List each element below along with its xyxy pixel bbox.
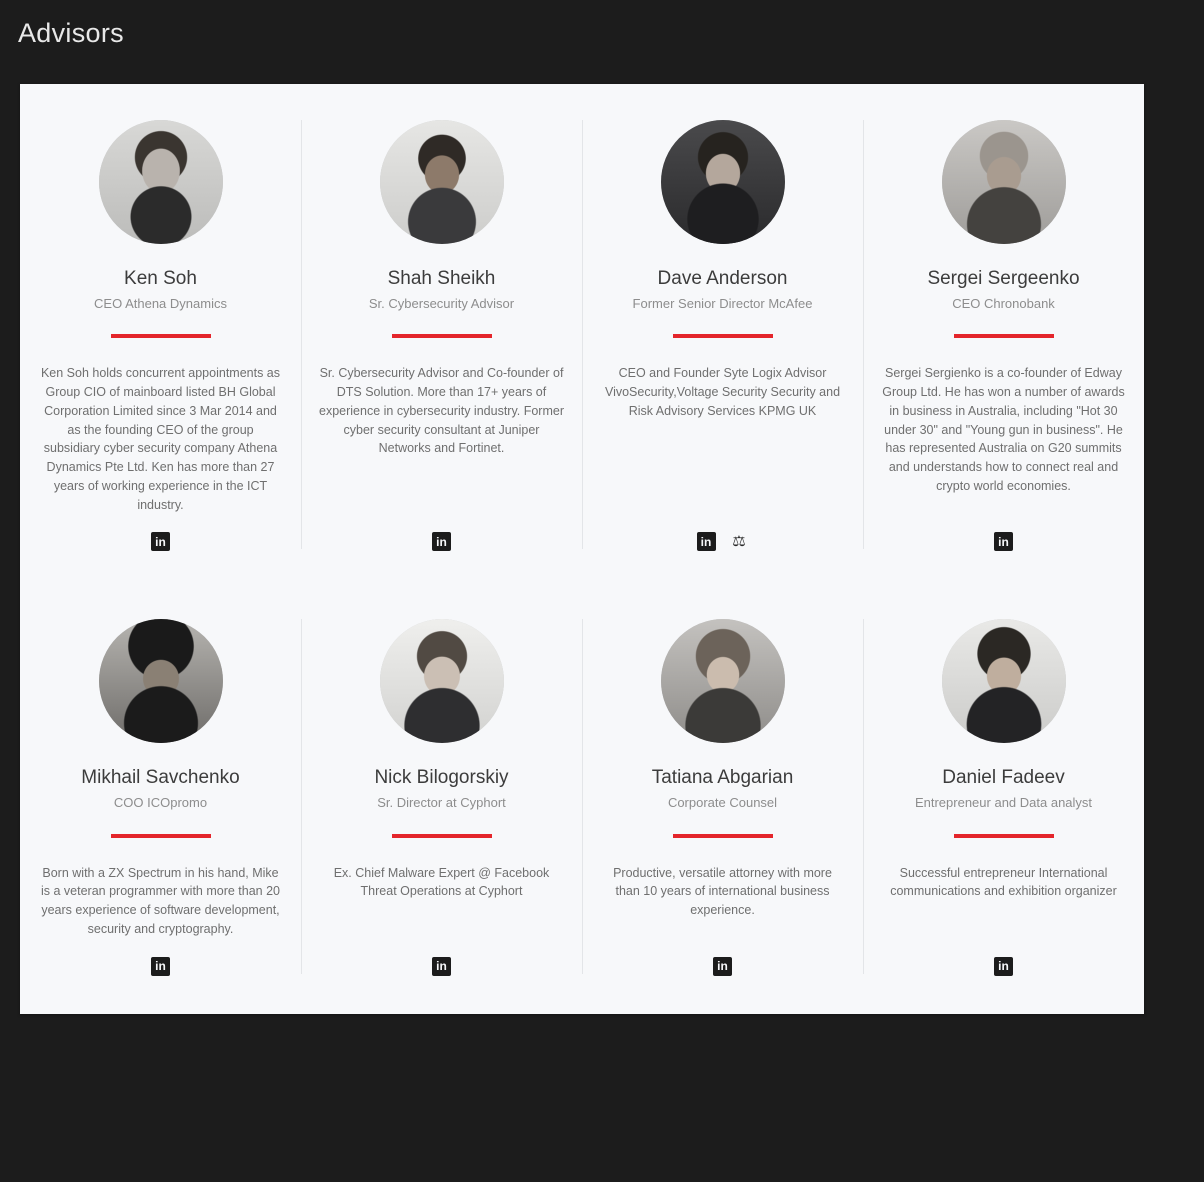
portrait-image	[99, 619, 223, 743]
accent-divider	[954, 834, 1054, 838]
avatar	[942, 120, 1066, 244]
linkedin-icon[interactable]	[151, 532, 170, 551]
advisor-role: Sr. Director at Cyphort	[377, 795, 506, 811]
avatar	[661, 619, 785, 743]
accent-divider	[392, 834, 492, 838]
advisor-card	[301, 605, 582, 987]
advisor-name: Daniel Fadeev	[942, 767, 1065, 789]
portrait-image	[942, 619, 1066, 743]
advisor-bio: Ex. Chief Malware Expert @ Facebook Threat Operations at Cyphort	[333, 865, 550, 899]
advisors-grid-row-1	[20, 106, 1144, 563]
advisor-role: Sr. Cybersecurity Advisor	[368, 296, 515, 311]
advisor-card	[301, 106, 582, 563]
advisors-panel	[20, 84, 1144, 1014]
advisor-role: Corporate Counsel	[667, 795, 778, 811]
advisor-role: Entrepreneur and Data analyst	[914, 795, 1093, 811]
advisor-bio: Sr. Cybersecurity Advisor and Co-founder of DTS Solution. More than 17+ years of experience in cybersecurity industry. Former cyber security consultant at Juniper Networks and Fortinet.	[319, 366, 564, 456]
linkedin-icon[interactable]	[994, 532, 1013, 551]
advisor-name: Sergei Sergeenko	[927, 268, 1080, 289]
linkedin-icon[interactable]	[151, 957, 170, 976]
advisor-role: Former Senior Director McAfee	[632, 296, 813, 311]
advisors-grid-row-2	[20, 605, 1144, 987]
accent-divider	[111, 834, 211, 838]
advisor-bio: Successful entrepreneur International communications and exhibition organizer	[890, 865, 1117, 899]
advisor-role: CEO Chronobank	[952, 296, 1055, 311]
linkedin-icon[interactable]	[432, 957, 451, 976]
linkedin-icon[interactable]	[713, 957, 732, 976]
advisor-name: Shah Sheikh	[387, 268, 496, 289]
avatar	[942, 619, 1066, 743]
social-links	[994, 532, 1013, 551]
advisor-card	[20, 605, 301, 987]
accent-divider	[673, 834, 773, 838]
page-title: Advisors	[18, 18, 124, 48]
social-links	[432, 957, 451, 976]
advisor-name: Mikhail Savchenko	[81, 767, 240, 789]
advisor-card	[863, 106, 1144, 563]
portrait-image	[661, 120, 785, 244]
accent-divider	[392, 334, 492, 338]
advisor-bio: Sergei Sergienko is a co-founder of Edway Group Ltd. He has won a number of awards in business in Australia, including "Hot 30 under 30" and "Young gun in business". He has represented Australia on G20 summits and understands how to connect real and crypto world economies.	[882, 366, 1125, 493]
advisor-bio: Born with a ZX Spectrum in his hand, Mike is a veteran programmer with more than 20 years experience of software development, security and cryptography.	[41, 865, 280, 936]
accent-divider	[673, 334, 773, 338]
portrait-image	[99, 120, 223, 244]
advisor-name: Ken Soh	[124, 268, 197, 289]
advisor-name: Dave Anderson	[657, 268, 788, 289]
avatar	[99, 619, 223, 743]
avatar	[380, 619, 504, 743]
advisor-card	[863, 605, 1144, 987]
advisor-role: CEO Athena Dynamics	[94, 296, 227, 311]
social-links	[994, 957, 1013, 976]
social-links	[697, 532, 749, 551]
linkedin-icon[interactable]	[432, 532, 451, 551]
portrait-image	[380, 120, 504, 244]
bitcointalk-icon[interactable]: ⚖	[732, 533, 746, 551]
social-links	[713, 957, 732, 976]
advisor-name: Nick Bilogorskiy	[374, 767, 509, 789]
advisor-bio: Productive, versatile attorney with more than 10 years of international business experience.	[613, 865, 832, 917]
advisor-card	[582, 605, 863, 987]
advisor-name: Tatiana Abgarian	[651, 767, 794, 789]
avatar	[99, 120, 223, 244]
portrait-image	[661, 619, 785, 743]
accent-divider	[111, 334, 211, 338]
social-links	[432, 532, 451, 551]
social-links	[151, 957, 170, 976]
portrait-image	[380, 619, 504, 743]
advisor-card	[20, 106, 301, 563]
portrait-image	[942, 120, 1066, 244]
linkedin-icon[interactable]	[994, 957, 1013, 976]
advisor-card	[582, 106, 863, 563]
linkedin-icon[interactable]	[697, 532, 716, 551]
avatar	[661, 120, 785, 244]
advisor-bio: CEO and Founder Syte Logix Advisor VivoSecurity,Voltage Security Security and Risk Advisory Services KPMG UK	[604, 366, 841, 418]
social-links	[151, 532, 170, 551]
advisor-role: COO ICOpromo	[113, 795, 208, 811]
accent-divider	[954, 334, 1054, 338]
advisor-bio: Ken Soh holds concurrent appointments as Group CIO of mainboard listed BH Global Corporation Limited since 3 Mar 2014 and as the founding CEO of the group subsidiary cyber security company Athena Dynamics Pte Ltd. Ken has more than 27 years of working experience in the ICT industry.	[40, 366, 281, 512]
avatar	[380, 120, 504, 244]
